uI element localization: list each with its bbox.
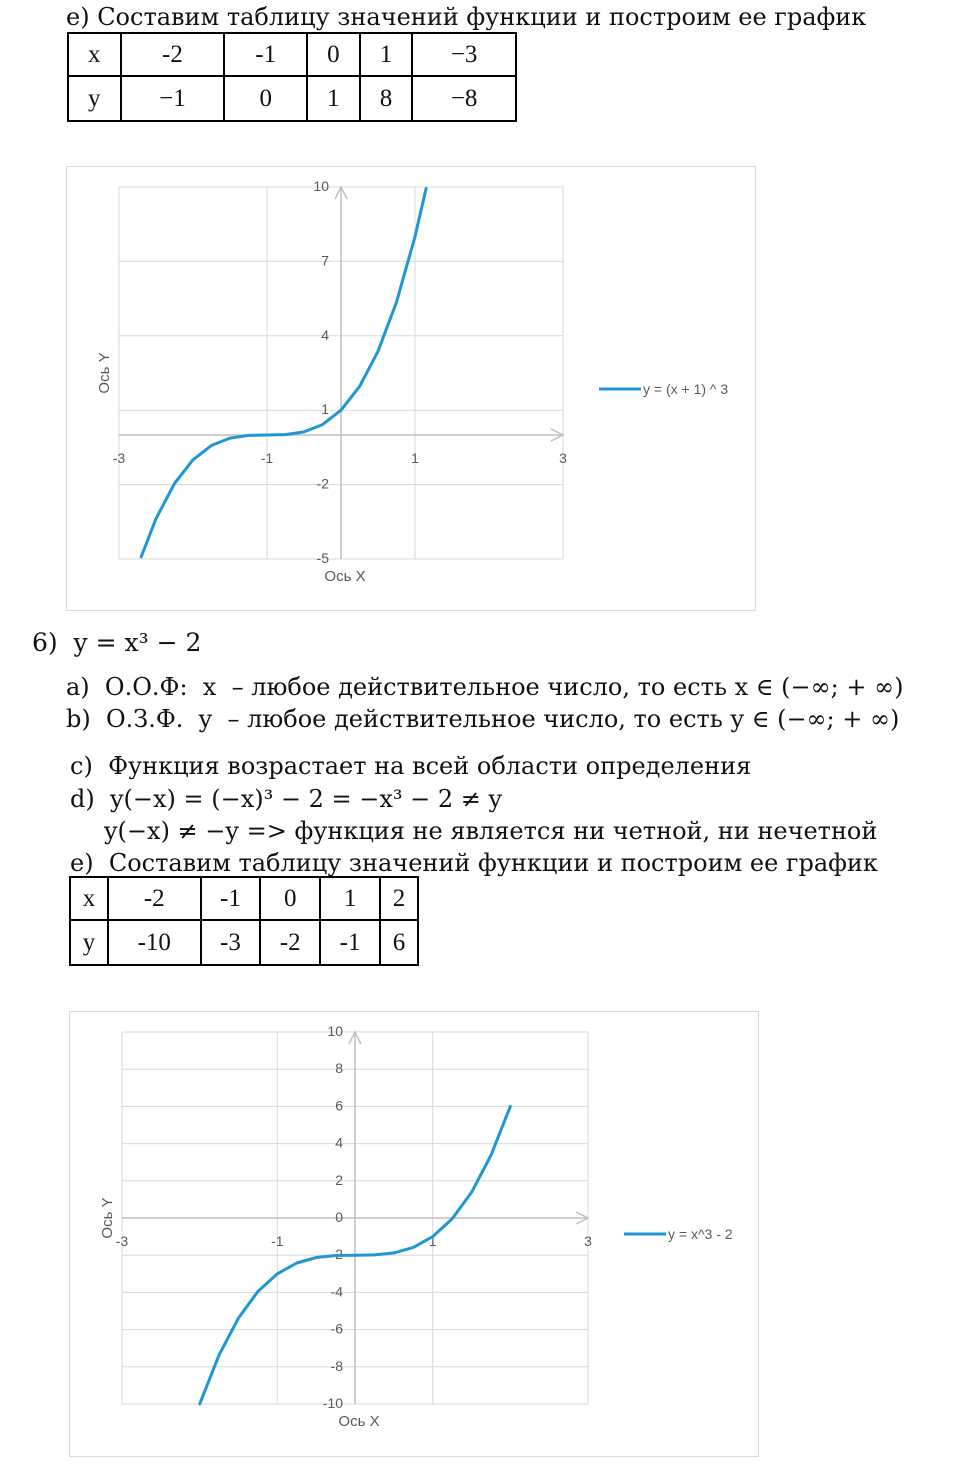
table1-y-cell: 0 [224, 76, 307, 121]
table2-x-cell: 1 [320, 877, 380, 920]
y-tick-label: -2 [316, 475, 329, 492]
section-6-header: 6) y = x³ − 2 [32, 628, 202, 657]
step-e-1: e) Составим таблицу значений функции и построим ее график [66, 3, 867, 31]
y-tick-label: -8 [330, 1357, 343, 1374]
table2-y-cell: -3 [201, 920, 261, 965]
x-axis-title: Ось X [324, 568, 366, 585]
item-d-line2: y(−x) ≠ −y => функция не является ни четной, ни нечетной [104, 817, 878, 845]
table2-y-cell: 6 [380, 920, 418, 965]
x-tick-label: -3 [115, 1233, 129, 1249]
y-tick-label: -6 [330, 1320, 343, 1337]
y-tick-label: -4 [330, 1283, 343, 1300]
y-tick-label: -5 [316, 550, 329, 566]
item-b: b) О.З.Ф. y – любое действительное число, то есть y ∈ (−∞; + ∞) [66, 705, 900, 733]
legend-label: y = x^3 - 2 [668, 1226, 733, 1242]
y-tick-label: 6 [335, 1097, 343, 1114]
y-tick-label: -2 [330, 1246, 343, 1263]
y-tick-label: 2 [335, 1171, 343, 1188]
y-tick-label: 10 [327, 1023, 343, 1039]
x-tick-label: -3 [112, 450, 126, 466]
table1-x-cell: -1 [224, 33, 307, 76]
table1-y-label: y [68, 76, 121, 121]
table2-x-cell: -1 [201, 877, 261, 920]
chart-1 [67, 167, 755, 610]
y-tick-label: 10 [313, 178, 329, 194]
item-a: a) О.О.Ф: x – любое действительное число, то есть x ∈ (−∞; + ∞) [66, 673, 904, 701]
x-tick-label: 1 [411, 450, 419, 466]
item-d-line1: d) y(−x) = (−x)³ − 2 = −x³ − 2 ≠ y [70, 785, 503, 813]
table1-x-cell: −3 [412, 33, 516, 76]
table1-x-cell: 0 [307, 33, 360, 76]
table2-y-cell: -2 [260, 920, 320, 965]
chart-2-frame [69, 1011, 759, 1457]
x-tick-label: -1 [271, 1233, 284, 1249]
y-tick-label: 8 [335, 1060, 343, 1077]
chart-1-frame [66, 166, 756, 611]
series-line [141, 189, 426, 557]
table1-y-cell: 1 [307, 76, 360, 121]
y-tick-label: -10 [322, 1395, 343, 1411]
table1-y-cell: −1 [121, 76, 225, 121]
legend-label: y = (x + 1) ^ 3 [643, 381, 729, 397]
table1-y-cell: −8 [412, 76, 516, 121]
table1-x-label: x [68, 33, 121, 76]
y-tick-label: 4 [335, 1134, 343, 1151]
table2-x-cell: 2 [380, 877, 418, 920]
x-tick-label: -1 [260, 450, 274, 466]
x-tick-label: 3 [559, 450, 567, 466]
value-table-2 [69, 876, 419, 966]
table2-y-cell: -1 [320, 920, 380, 965]
y-tick-label: 7 [321, 252, 329, 269]
y-axis-title: Ось Y [99, 1197, 116, 1239]
x-tick-label: 1 [428, 1233, 437, 1249]
table2-x-label: x [70, 877, 108, 920]
y-tick-label: 1 [321, 401, 329, 418]
y-tick-label: 4 [321, 326, 329, 343]
table2-y-cell: -10 [108, 920, 201, 965]
item-c: c) Функция возрастает на всей области определения [70, 752, 752, 780]
table1-x-cell: -2 [121, 33, 225, 76]
y-tick-label: 0 [335, 1209, 343, 1225]
table2-x-cell: 0 [260, 877, 320, 920]
table1-y-cell: 8 [360, 76, 413, 121]
chart-2 [70, 1012, 758, 1456]
x-tick-label: 3 [584, 1233, 592, 1249]
table2-x-cell: -2 [108, 877, 201, 920]
step-e-2: e) Составим таблицу значений функции и построим ее график [70, 849, 878, 877]
x-axis-title: Ось X [338, 1413, 380, 1430]
value-table-1 [67, 32, 517, 122]
table1-x-cell: 1 [360, 33, 413, 76]
y-axis-title: Ось Y [96, 352, 113, 394]
table2-y-label: y [70, 920, 108, 965]
